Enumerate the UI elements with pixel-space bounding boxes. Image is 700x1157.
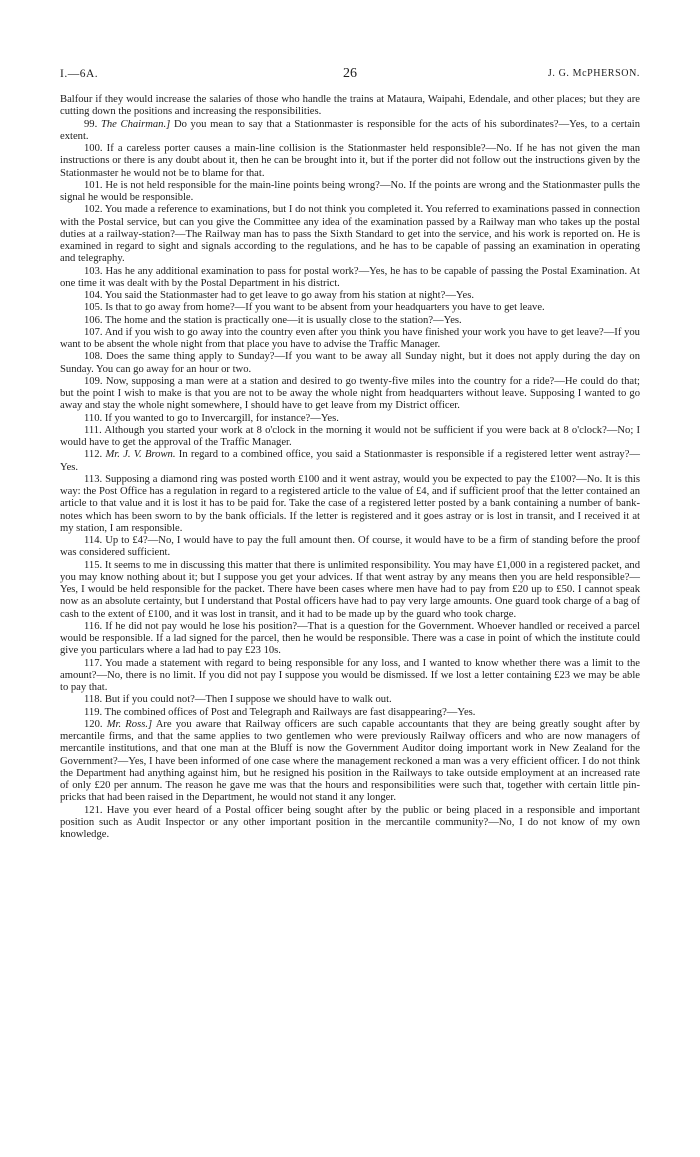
question-paragraph [60,425,640,450]
document-body [60,94,640,841]
paragraph-text: It seems to me in discussing this matter that there is unlimited responsibility. You may have £1,000 in a registered packet, and you may know nothing about it; but I suppose you get your advices. If that went astray by any means then you are held responsible?—Yes, I would be held responsible for the packet. There have been cases where men have had to pay from £20 up to £50. I cannot speak now as an absolute certainty, but I understand that Postal officers have had to pay very large amounts. One guard took charge of a bag of cash to the extent of £100, and it was lost in transit, and it had to be made up by the guard who took charge. [60,559,640,620]
paragraph-text: If you wanted to go to Invercargill, for instance?—Yes. [104,412,339,424]
paragraph-text: And if you wish to go away into the country even after you think you have finished your work you have to get leave?—If you want to be absent the whole night from that place you have to advise the Traffic Manager. [60,326,640,350]
question-paragraph [60,94,640,119]
question-paragraph [60,719,640,805]
page-number: 26 [343,66,357,81]
question-paragraph [60,621,640,658]
paragraph-text: If a careless porter causes a main-line collision is the Stationmaster held responsible?—No. If he has not given the man instructions or there is any doubt about it, then he can be brought into it, but if the porter did not follow out the instructions given by the Stationmaster he would not be to blame for that. [60,143,640,179]
question-number: 110. [84,412,103,424]
question-number: 121. [84,804,103,816]
question-number: 119. [84,706,103,718]
question-number: 118. [84,694,103,706]
question-paragraph [60,180,640,205]
paragraph-text: Does the same thing apply to Sunday?—If you want to be away all Sunday night, but it does not apply during the day on Sunday. You can go away for an hour or two. [60,351,640,375]
question-number: 100. [84,143,103,154]
question-number: 108. [84,351,103,363]
paragraph-text: In regard to a combined office, you said a Stationmaster is responsible if a registered letter went astray?—Yes. [60,449,641,473]
question-number: 116. [84,620,103,632]
paragraph-text: Supposing a diamond ring was posted worth £100 and it went astray, would you be expected to pay the £100?—No. It is this way: the Post Office has a regulation in regard to a registered article to the value of £4, and if sufficient proof that the letter contained an article to that value and it is lost it has to be paid for. Take the case of a registered letter posted by a bank containing a number of bank-notes which has been sworn to by the bank officials. If the letter is registered and it goes astray or is lost in transit, and I received it at my station, I am responsible. [60,473,640,534]
paragraph-text: Now, supposing a man were at a station and desired to go twenty-five miles into the country for a ride?—He could do that; but the point I wish to make is that you are not to be away the whole night from headquarters without leave. Supposing I wanted to go away and stay the whole night somewhere, I should have to get leave from my District officer. [60,375,640,412]
question-paragraph [60,119,640,144]
question-paragraph [60,560,640,621]
question-paragraph [60,143,640,180]
paragraph-text: You made a statement with regard to being responsible for any loss, and I wanted to know whether there was a limit to the amount?—No, there is no limit. If you did not pay I suppose you would be dismissed. If we lost a letter containing £23 we may be able to pay that. [60,657,640,693]
question-number: 111. [84,424,102,436]
question-paragraph [60,290,640,302]
paragraph-text: You said the Stationmaster had to get leave to go away from his station at night?—Yes. [104,290,474,301]
question-number: 114. [84,535,103,546]
question-number: 120. [84,718,103,730]
question-paragraph [60,413,640,425]
question-paragraph [60,376,640,413]
paragraph-text: Up to £4?—No, I would have to pay the full amount then. Of course, it would have to be a firm of standing before the proof was considered sufficient. [60,535,640,559]
paragraph-text: Do you mean to say that a Stationmaster is responsible for the acts of his subordinates?—Yes, to a certain extent. [60,118,641,142]
question-number: 101. [84,179,103,191]
paragraph-text: Are you aware that Railway officers are such capable accountants that they are being greatly sought after by mercantile firms, and that the same applies to two gentlemen who were previously Railway officers and who are now managers of mercantile institutions, and that one man at the Bluff is now the Government Auditor doing important work in New Zealand for the Government?—Yes, I have been informed of one case where the management reckoned a man was a very efficient officer. I do not think the Department had anything against him, but he resigned his position in the Railways to take outside employment at an increased rate of only £20 per annum. The reason he gave me was that the hours and responsibilities were such that, together with certain little pin-pricks that had been raised in the Department, he would not stand it any longer. [60,718,640,804]
question-paragraph [60,474,640,535]
question-number: 104. [84,290,103,301]
paragraph-text: The combined offices of Post and Telegraph and Railways are fast disappearing?—Yes. [104,706,476,718]
speaker-name: Mr. J. V. Brown. [105,449,176,461]
question-paragraph [60,315,640,327]
paragraph-text: Balfour if they would increase the salaries of those who handle the trains at Mataura, Waipahi, Edendale, and other places; but they are cutting down the positions and increasing the responsibilities. [60,94,640,118]
question-number: 109. [84,375,103,387]
question-paragraph [60,658,640,695]
question-paragraph [60,327,640,352]
question-number: 113. [84,473,103,485]
document-reference: I.—6A. [60,68,99,80]
question-number: 106. [84,314,103,326]
paragraph-text: He is not held responsible for the main-line points being wrong?—No. If the points are wrong and the Stationmaster pulls the signal he would be responsible. [60,179,641,203]
question-number: 117. [84,657,103,669]
question-paragraph [60,707,640,719]
paragraph-text: You made a reference to examinations, but I do not think you completed it. You referred to examinations passed in connection with the Postal service, but can you give the Committee any idea of the examination passed by a Railway man who takes up the postal duties at a railway-station?—The Railway man has to pass the Sixth Standard to get into the service, and his work is reported on. He is examined in regard to sight and signals according to the regulations, and he has to be capable of passing an examination in operating and telegraphy. [60,204,640,265]
question-paragraph [60,449,640,474]
question-number: 103. [84,265,103,277]
question-paragraph [60,302,640,314]
paragraph-text: Have you ever heard of a Postal officer being sought after by the public or being placed in a responsible and important position such as Audit Inspector or any other important position in the mercantile community?—No, I do not know of my own knowledge. [60,804,640,840]
page-header [60,68,640,84]
question-number: 115. [84,559,103,571]
question-paragraph [60,694,640,706]
question-paragraph [60,805,640,842]
question-number: 105. [84,302,103,314]
question-paragraph [60,535,640,560]
paragraph-text: Although you started your work at 8 o'clock in the morning it would not be sufficient if you were back at 8 o'clock?—No; I would have to get the approval of the Traffic Manager. [60,424,640,448]
speaker-name: The Chairman.] [100,118,171,130]
question-number: 112. [84,449,103,461]
paragraph-text: Is that to go away from home?—If you want to be absent from your headquarters you have to get leave. [105,302,545,314]
witness-name: J. G. McPHERSON. [547,68,640,79]
paragraph-text: The home and the station is practically one—it is usually close to the station?—Yes. [105,314,462,326]
question-number: 107. [84,326,103,338]
question-paragraph [60,351,640,376]
question-paragraph [60,204,640,265]
question-number: 102. [84,204,103,216]
speaker-name: Mr. Ross.] [106,718,153,730]
question-paragraph [60,266,640,291]
paragraph-text: But if you could not?—Then I suppose we should have to walk out. [104,694,392,706]
paragraph-text: Has he any additional examination to pass for postal work?—Yes, he has to be capable of passing the Postal Examination. At one time it was dealt with by the Postal Department in his district. [60,265,641,289]
question-number: 99. [84,118,98,130]
paragraph-text: If he did not pay would he lose his position?—That is a question for the Government. Whoever handled or received a parcel would be responsible. If a lad signed for the parcel, then he would be responsible. There was a case in point of which the institute could give you particulars where a lad had to pay £23 10s. [60,620,640,657]
